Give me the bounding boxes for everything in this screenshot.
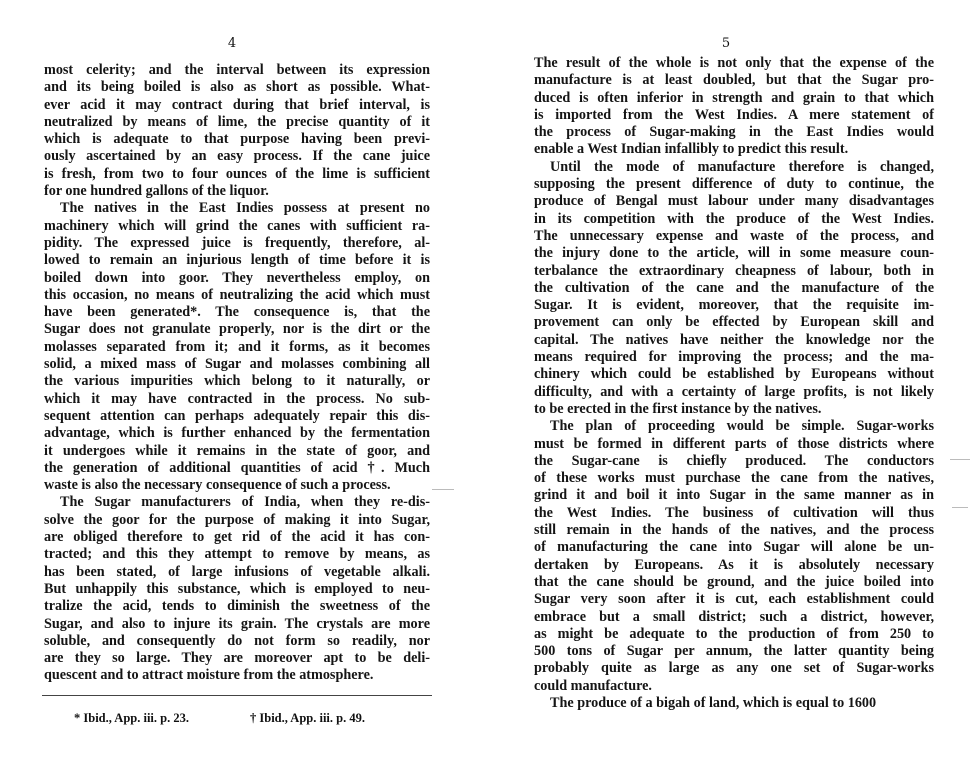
text-line: waste is also the necessary consequence of such a process. xyxy=(44,477,391,494)
margin-mark xyxy=(952,507,968,508)
footnote-rule xyxy=(42,695,432,696)
text-line: solid, a mixed mass of Sugar and molasses combining all xyxy=(44,356,430,373)
text-line: the process of Sugar-making in the East Indies would xyxy=(534,124,934,141)
text-line: Sugar very soon after it is cut, each establishment could xyxy=(534,591,934,608)
text-line: supposing the present difference of duty to continue, the xyxy=(534,176,934,193)
text-line: soluble, and consequently do not form so readily, nor xyxy=(44,632,430,649)
text-line: that the cane should be ground, and the juice boiled into xyxy=(534,573,934,590)
text-line: of these works must purchase the cane from the natives, xyxy=(534,470,934,487)
right-page xyxy=(490,0,980,763)
text-line: advantage, which is further enhanced by the fermentation xyxy=(44,425,430,442)
text-line: chinery which could be established by Europeans without xyxy=(534,366,934,383)
text-line: The plan of proceeding would be simple. Sugar-works xyxy=(550,418,934,435)
text-line: tralize the acid, tends to diminish the sweetness of the xyxy=(44,598,430,615)
text-line: ever acid it may contract during that brief interval, is xyxy=(44,96,430,113)
footnote-2: † Ibid., App. iii. p. 49. xyxy=(250,711,365,725)
text-line: as might be adequate to the production of from 250 to xyxy=(534,625,934,642)
text-line: lowed to remain an injurious length of time before it is xyxy=(44,252,430,269)
text-line: sequent attention can perhaps adequately repair this dis- xyxy=(44,407,430,424)
text-line: enable a West Indian infallibly to predict this result. xyxy=(534,141,849,158)
text-line: this occasion, no means of neutralizing the acid which must xyxy=(44,286,430,303)
text-line: Until the mode of manufacture therefore is changed, xyxy=(550,158,934,175)
text-line: The Sugar manufacturers of India, when they re-dis- xyxy=(60,494,430,511)
text-line: 500 tons of Sugar per annum, the latter quantity being xyxy=(534,643,934,660)
text-line: neutralized by means of lime, the precise quantity of it xyxy=(44,113,430,130)
text-line: duced is often inferior in strength and grain to that which xyxy=(534,89,934,106)
text-line: ously ascertained by an easy process. If the cane juice xyxy=(44,148,430,165)
text-line: to be erected in the first instance by the natives. xyxy=(534,400,822,417)
text-line: tracted; and this they attempt to remove by means, as xyxy=(44,546,430,563)
text-line: probably quite as large as any one set of Sugar-works xyxy=(534,660,934,677)
text-line: are they so large. They are moreover apt to be deli- xyxy=(44,650,430,667)
text-line: and its being boiled is also as short as possible. What- xyxy=(44,79,430,96)
text-line: means required for improving the process; and the ma- xyxy=(534,349,934,366)
text-line: The natives in the East Indies possess at present no xyxy=(60,200,430,217)
text-line: the generation of additional quantities of acid †. Much xyxy=(44,459,430,476)
text-line: for one hundred gallons of the liquor. xyxy=(44,183,269,200)
text-line: terbalance the extraordinary cheapness of labour, both in xyxy=(534,262,934,279)
text-line: pidity. The expressed juice is frequently, therefore, al- xyxy=(44,234,430,251)
text-line: which it may have contracted in the process. No sub- xyxy=(44,390,430,407)
text-line: must be formed in different parts of those districts where xyxy=(534,435,934,452)
text-line: embrace but a small district; such a district, however, xyxy=(534,608,934,625)
text-line: The unnecessary expense and waste of the process, and xyxy=(534,227,934,244)
text-line: the various impurities which belong to it naturally, or xyxy=(44,373,430,390)
text-line: the injury done to the article, will in some measure coun- xyxy=(534,245,934,262)
right-page-text xyxy=(534,55,934,712)
text-line: is imported from the West Indies. A mere statement of xyxy=(534,106,934,123)
text-line: could manufacture. xyxy=(534,677,652,694)
text-line: quescent and to attract moisture from the atmosphere. xyxy=(44,667,374,684)
text-line: is fresh, from two to four ounces of the lime is sufficient xyxy=(44,165,430,182)
text-line: most celerity; and the interval between its expression xyxy=(44,62,430,78)
text-line: The produce of a bigah of land, which is equal to 1600 xyxy=(550,694,877,711)
text-line: dertaken by Europeans. As it is absolutely necessary xyxy=(534,556,934,573)
margin-mark xyxy=(950,459,970,460)
text-line: have been generated*. The consequence is, that the xyxy=(44,304,430,321)
left-page-text xyxy=(44,62,430,685)
text-line: grind it and boil it into Sugar in the same manner as in xyxy=(534,487,934,504)
margin-mark xyxy=(432,489,454,490)
text-line: the cultivation of the cane and the manufacture of the xyxy=(534,279,934,296)
text-line: machinery which will grind the canes with sufficient ra- xyxy=(44,217,430,234)
text-line: in its competition with the produce of the West Indies. xyxy=(534,210,934,227)
text-line: which is adequate to that purpose having been previ- xyxy=(44,131,430,148)
text-line: has been stated, of large infusions of vegetable alkali. xyxy=(44,563,430,580)
text-line: it undergoes while it remains in the state of goor, and xyxy=(44,442,430,459)
text-line: Sugar, and also to injure its grain. The crystals are more xyxy=(44,615,430,632)
page-number-right: 5 xyxy=(721,36,731,51)
text-line: difficulty, and with a certainty of large profits, is not likely xyxy=(534,383,934,400)
text-line: of manufacturing the cane into Sugar will alone be un- xyxy=(534,539,934,556)
text-line: The result of the whole is not only that the expense of the xyxy=(534,55,934,71)
text-line: solve the goor for the purpose of making it into Sugar, xyxy=(44,511,430,528)
text-line: But unhappily this substance, which is employed to neu- xyxy=(44,580,430,597)
text-line: the West Indies. The business of cultivation will thus xyxy=(534,504,934,521)
text-line: Sugar does not granulate properly, nor is the dirt or the xyxy=(44,321,430,338)
text-line: still remain in the hands of the natives, and the process xyxy=(534,522,934,539)
text-line: manufacture is at least doubled, but that the Sugar pro- xyxy=(534,72,934,89)
text-line: the Sugar-cane is chiefly produced. The conductors xyxy=(534,452,934,469)
text-line: provement can only be effected by European skill and xyxy=(534,314,934,331)
text-line: are obliged therefore to get rid of the acid it has con- xyxy=(44,529,430,546)
text-line: produce of Bengal must labour under many disadvantages xyxy=(534,193,934,210)
text-line: boiled down into goor. They nevertheless employ, on xyxy=(44,269,430,286)
footnote-1: * Ibid., App. iii. p. 23. xyxy=(74,711,189,725)
text-line: Sugar. It is evident, moreover, that the requisite im- xyxy=(534,297,934,314)
text-line: capital. The natives have neither the knowledge nor the xyxy=(534,331,934,348)
page-number-left: 4 xyxy=(227,36,237,51)
text-line: molasses separated from it; and it forms, as it becomes xyxy=(44,338,430,355)
